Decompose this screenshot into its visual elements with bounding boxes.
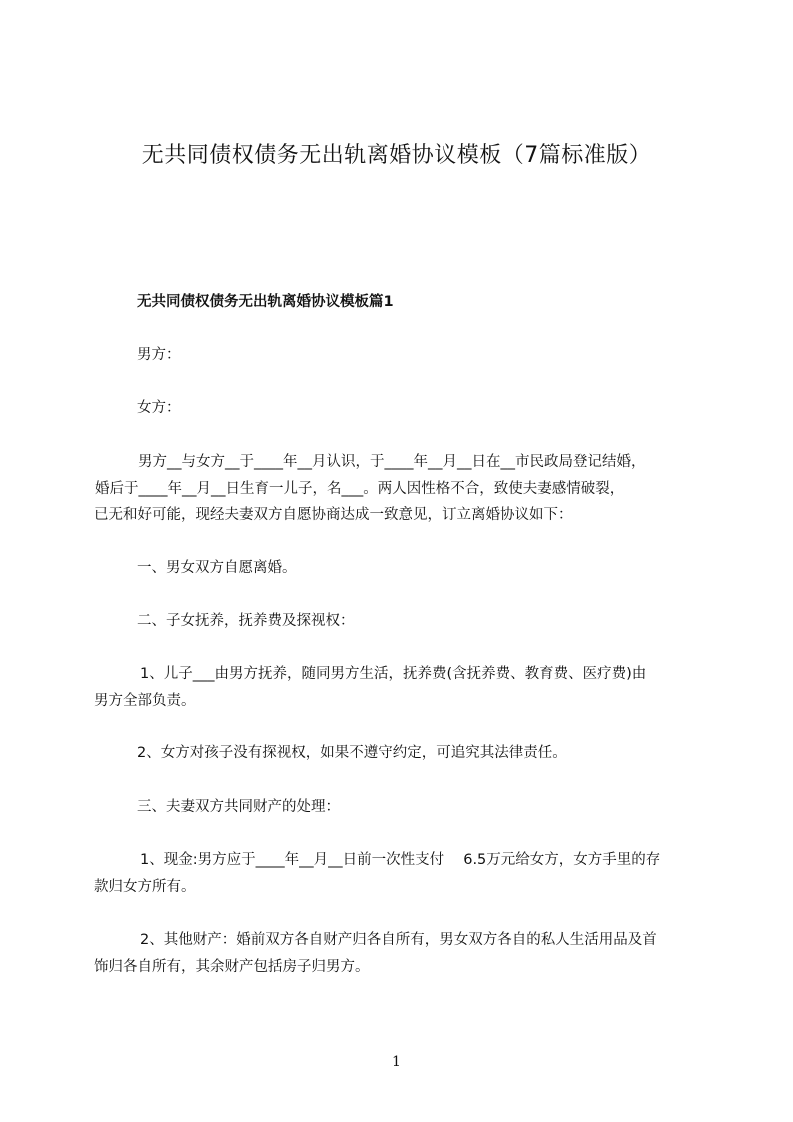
clause-3-2 [94, 927, 706, 980]
clause-3-2-line-1: 2、其他财产：婚前双方各自财产归各自所有，男女双方各自的私人生活用品及首 [140, 932, 657, 948]
clause-3-1-line-2: 款归女方所有。 [94, 878, 196, 895]
intro-line-2: 婚后于____年__月__日生育一儿子，名___。两人因性格不合，致使夫妻感情破裂， [95, 480, 625, 497]
male-party-label: 男方： [137, 347, 181, 363]
clause-3-1-line-1: 1、现金:男方应于____年__月__日前一次性支付 6.5万元给女方，女方手里的存 [140, 852, 661, 868]
section-heading: 无共同债权债务无出轨离婚协议模板篇1 [137, 294, 394, 310]
clause-1: 一、男女双方自愿离婚。 [137, 560, 297, 576]
page-number: 1 [392, 1054, 401, 1070]
female-party-label: 女方： [137, 400, 181, 416]
clause-2-1 [94, 661, 706, 714]
intro-paragraph [94, 449, 706, 529]
document-title: 无共同债权债务无出轨离婚协议模板（7篇标准版） [141, 143, 652, 168]
clause-3-1 [94, 847, 706, 900]
clause-2-1-line-2: 男方全部负责。 [94, 692, 196, 709]
clause-2-1-line-1: 1、儿子___由男方抚养，随同男方生活，抚养费(含抚养费、教育费、医疗费)由 [140, 666, 647, 682]
clause-3-2-line-2: 饰归各自所有，其余财产包括房子归男方。 [94, 958, 370, 975]
clause-2-2: 2、女方对孩子没有探视权，如果不遵守约定，可追究其法律责任。 [137, 745, 567, 761]
intro-line-3: 已无和好可能，现经夫妻双方自愿协商达成一致意见，订立离婚协议如下： [94, 507, 573, 523]
clause-2: 二、子女抚养，抚养费及探视权： [137, 613, 355, 629]
clause-3: 三、夫妻双方共同财产的处理： [137, 799, 340, 815]
intro-line-1: 男方__与女方__于____年__月认识，于____年__月__日在__市民政局登记结婚， [138, 454, 646, 470]
